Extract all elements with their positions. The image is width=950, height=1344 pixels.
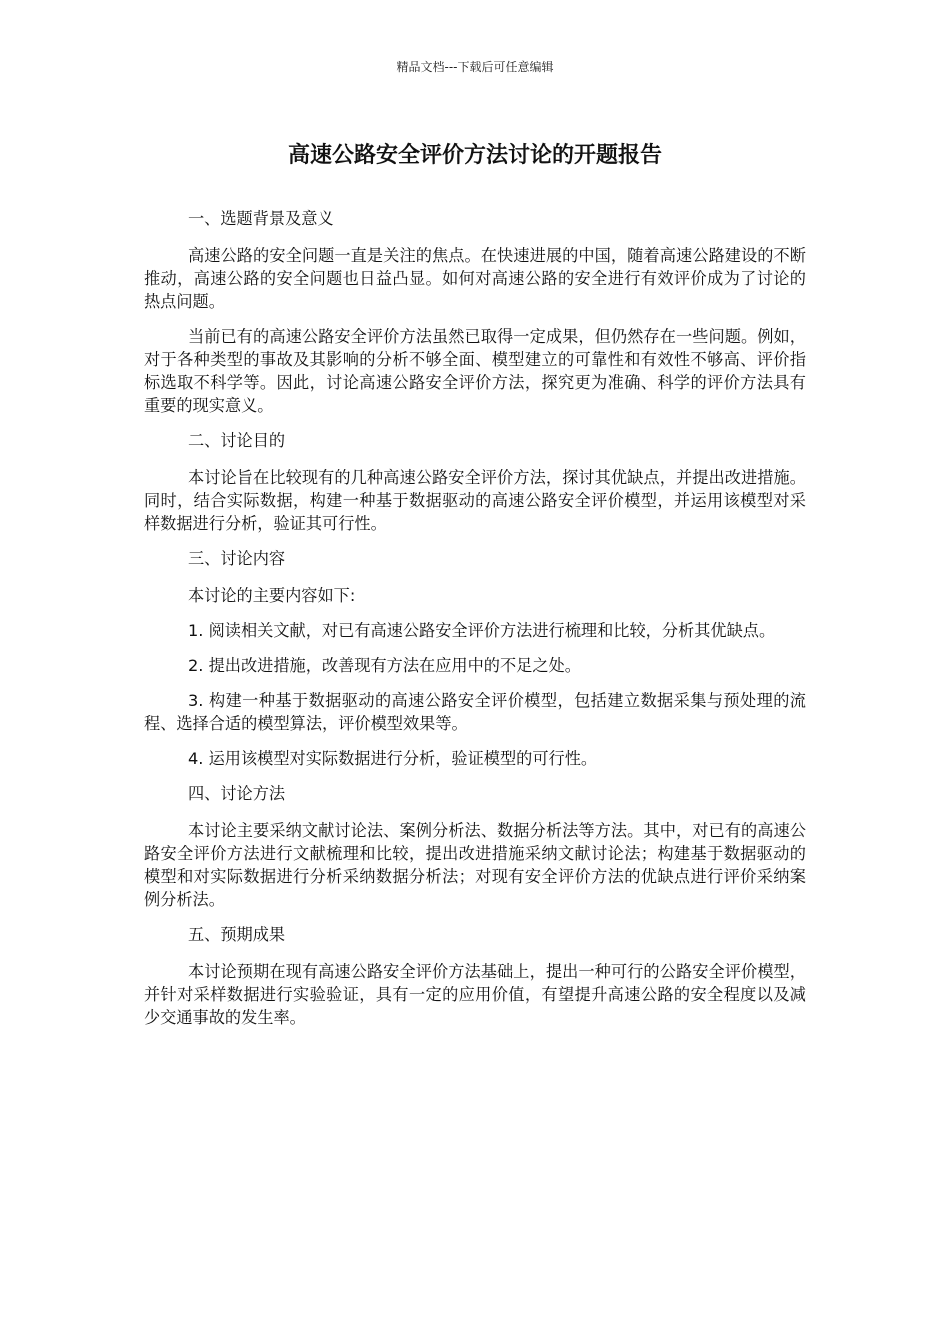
page-header: 精品文档---下载后可任意编辑: [396, 60, 554, 74]
list-item-1: 1. 阅读相关文献，对已有高速公路安全评价方法进行梳理和比较，分析其优缺点。: [188, 621, 776, 640]
document-title: 高速公路安全评价方法讨论的开题报告: [287, 143, 662, 168]
paragraph-background-1: 高速公路的安全问题一直是关注的焦点。在快速进展的中国，随着高速公路建设的不断推动，高速公路的安全问题也日益凸显。如何对高速公路的安全进行有效评价成为了讨论的热点问题。: [144, 246, 806, 311]
list-item-2: 2. 提出改进措施，改善现有方法在应用中的不足之处。: [188, 656, 581, 675]
paragraph-purpose: 本讨论旨在比较现有的几种高速公路安全评价方法，探讨其优缺点，并提出改进措施。同时，结合实际数据，构建一种基于数据驱动的高速公路安全评价模型，并运用该模型对采样数据进行分析，验证其可行性。: [144, 468, 806, 533]
section-heading-purpose: 二、讨论目的: [188, 431, 286, 450]
paragraph-method: 本讨论主要采纳文献讨论法、案例分析法、数据分析法等方法。其中，对已有的高速公路安全评价方法进行文献梳理和比较，提出改进措施采纳文献讨论法；构建基于数据驱动的模型和对实际数据进行分析采纳数据分析法；对现有安全评价方法的优缺点进行评价采纳案例分析法。: [144, 821, 806, 909]
list-item-3: 3. 构建一种基于数据驱动的高速公路安全评价模型，包括建立数据采集与预处理的流程、选择合适的模型算法，评价模型效果等。: [144, 691, 806, 733]
section-heading-background: 一、选题背景及意义: [188, 209, 334, 228]
paragraph-content-intro: 本讨论的主要内容如下:: [188, 586, 356, 605]
document-body: [144, 207, 806, 1041]
section-heading-method: 四、讨论方法: [188, 784, 286, 803]
section-heading-content: 三、讨论内容: [188, 549, 286, 568]
paragraph-background-2: 当前已有的高速公路安全评价方法虽然已取得一定成果，但仍然存在一些问题。例如，对于各种类型的事故及其影响的分析不够全面、模型建立的可靠性和有效性不够高、评价指标选取不科学等。因此，讨论高速公路安全评价方法，探究更为准确、科学的评价方法具有重要的现实意义。: [144, 327, 806, 415]
paragraph-outcome: 本讨论预期在现有高速公路安全评价方法基础上，提出一种可行的公路安全评价模型，并针对采样数据进行实验验证，具有一定的应用价值，有望提升高速公路的安全程度以及减少交通事故的发生率。: [144, 962, 806, 1027]
list-item-4: 4. 运用该模型对实际数据进行分析，验证模型的可行性。: [188, 749, 598, 768]
section-heading-outcome: 五、预期成果: [188, 925, 286, 944]
